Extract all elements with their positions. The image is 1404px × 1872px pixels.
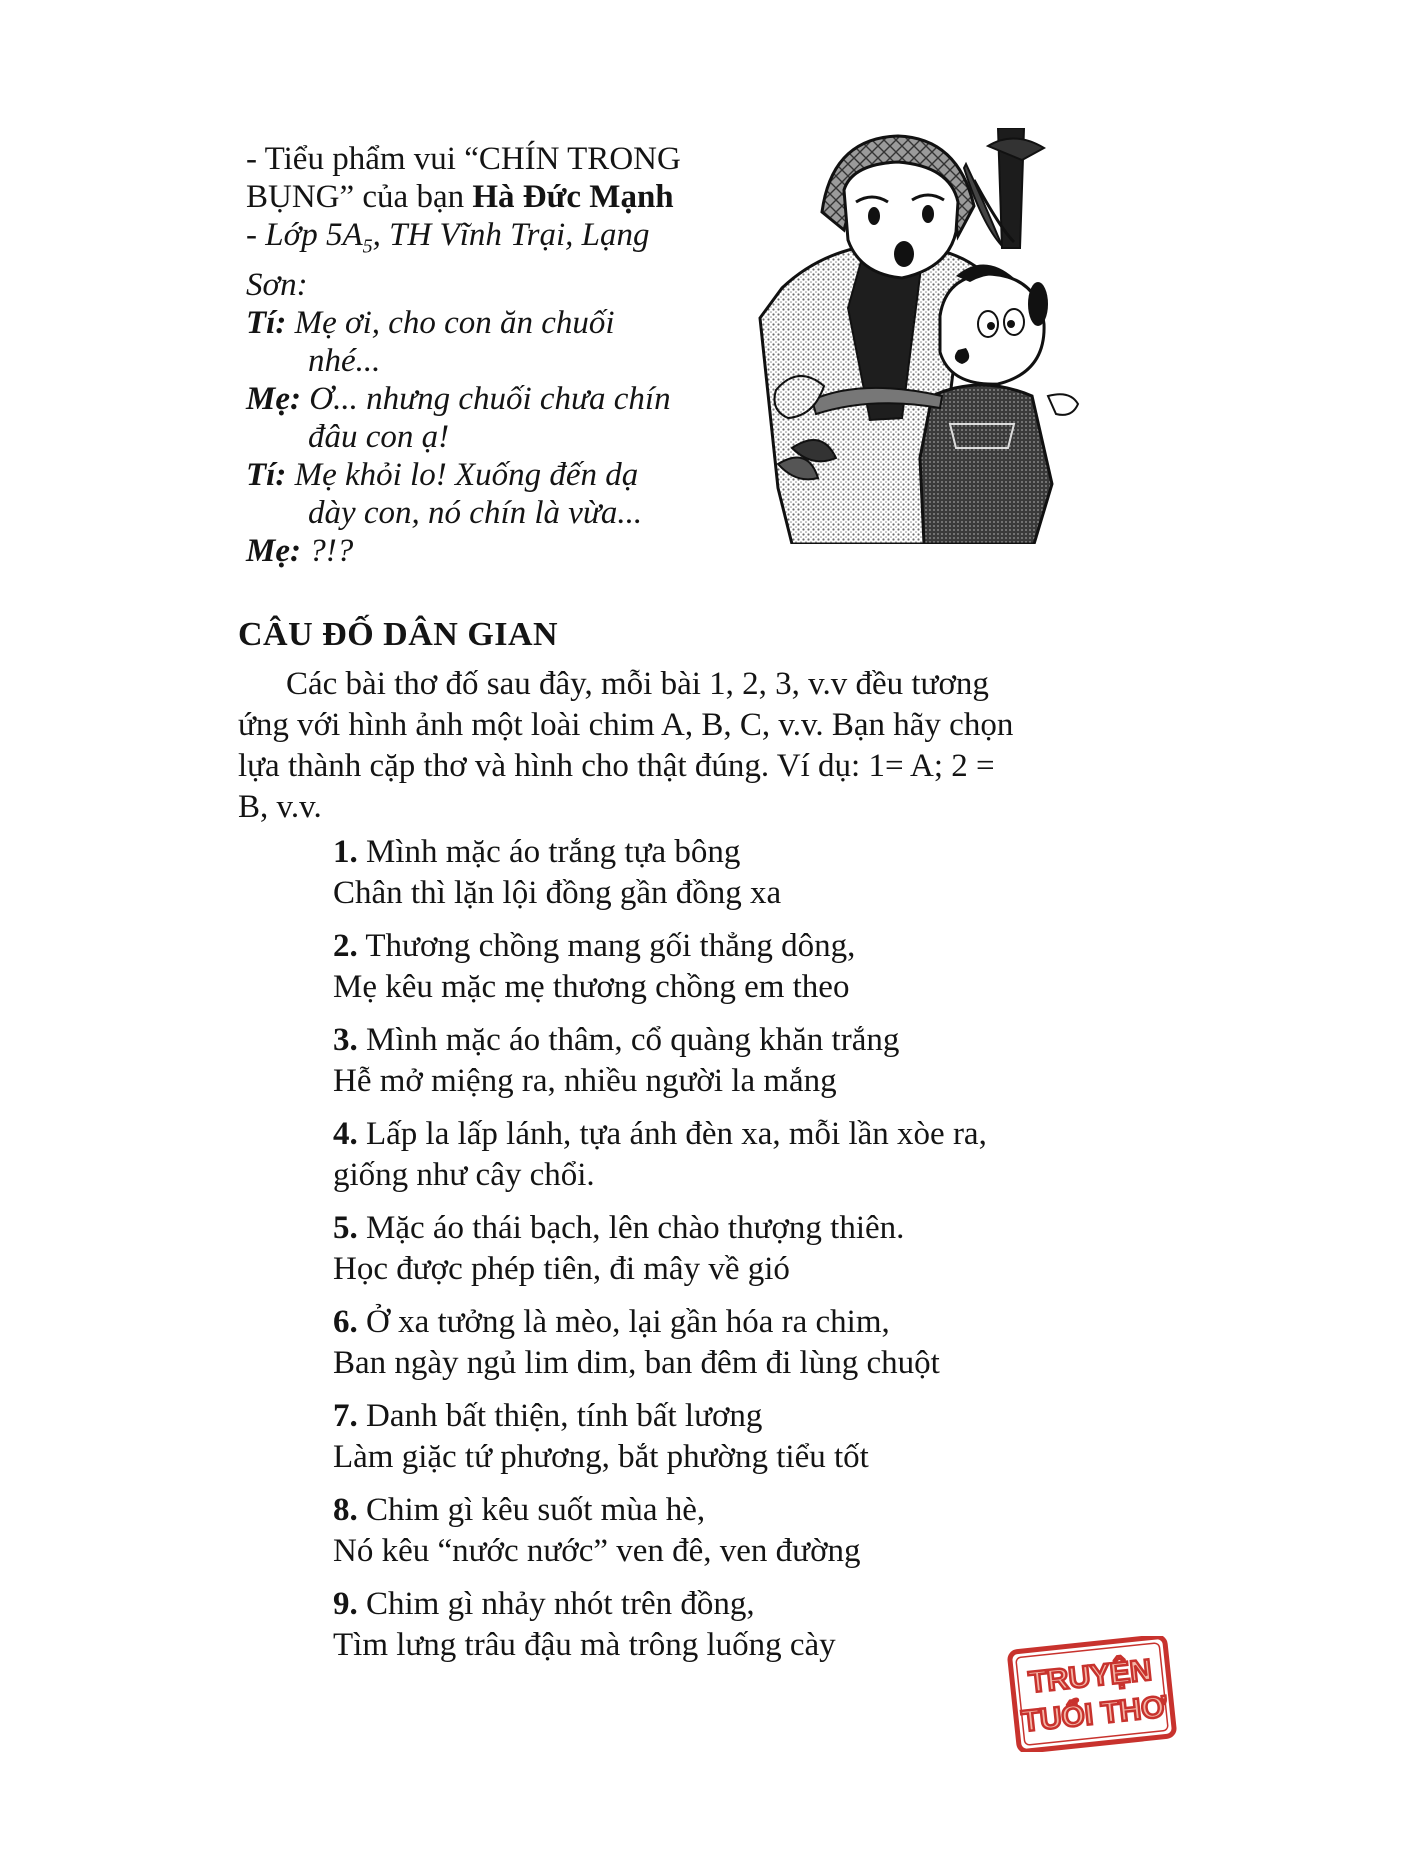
riddle-number: 6. — [333, 1304, 358, 1340]
riddle-number: 4. — [333, 1116, 358, 1152]
author-place-end: Sơn: — [246, 266, 308, 303]
instruction-line: Các bài thơ đố sau đây, mỗi bài 1, 2, 3, v.v đều tương — [286, 666, 989, 702]
riddle-number: 2. — [333, 928, 358, 964]
riddle-number: 8. — [333, 1492, 358, 1528]
riddle-item: 1. Mình mặc áo trắng tựa bông Chân thì lặn lội đồng gần đồng xa — [333, 834, 782, 911]
dialogue-continuation: nhé... — [308, 342, 381, 379]
instruction-line: B, v.v. — [238, 789, 322, 825]
riddle-item: 7. Danh bất thiện, tính bất lương Làm giặc tứ phương, bắt phường tiểu tốt — [333, 1398, 869, 1475]
author-name: Hà Đức Mạnh — [472, 179, 674, 215]
speaker-label: Tí: — [246, 304, 287, 341]
skit-intro-line: - Tiểu phẩm vui “CHÍN TRONG — [246, 141, 681, 177]
author-class: - Lớp $5A_5$, TH Vĩnh Trại, Lạng — [246, 217, 650, 258]
skit-story — [246, 140, 724, 570]
riddle-item: 5. Mặc áo thái bạch, lên chào thượng thiên. Học được phép tiên, đi mây về gió — [333, 1210, 905, 1287]
instruction-line: ứng với hình ảnh một loài chim A, B, C, v.v. Bạn hãy chọn — [238, 707, 1014, 743]
section-title: CÂU ĐỐ DÂN GIAN — [238, 616, 559, 653]
speaker-label: Tí: — [246, 456, 287, 493]
truyen-tuoi-tho-logo — [1004, 1636, 1180, 1752]
riddle-item: 3. Mình mặc áo thâm, cổ quàng khăn trắng Hễ mở miệng ra, nhiều người la mắng — [333, 1022, 900, 1099]
riddle-instructions — [238, 664, 1142, 828]
instruction-line: lựa thành cặp thơ và hình cho thật đúng. Ví dụ: 1= A; 2 = — [238, 748, 995, 784]
dialogue-line: Mẹ: Ơ... nhưng chuối chưa chín — [246, 380, 671, 417]
riddle-item: 6. Ở xa tưởng là mèo, lại gần hóa ra chim, Ban ngày ngủ lim dim, ban đêm đi lùng chuột — [333, 1304, 940, 1381]
riddle-number: 1. — [333, 834, 358, 870]
riddle-number: 5. — [333, 1210, 358, 1246]
riddle-item: 8. Chim gì kêu suốt mùa hè, Nó kêu “nước nước” ven đê, ven đường — [333, 1492, 861, 1569]
riddle-number: 3. — [333, 1022, 358, 1058]
riddle-list — [333, 832, 1145, 1678]
logo-line-1: TRUYỆN — [1027, 1653, 1154, 1700]
dialogue-line: Tí: Mẹ khỏi lo! Xuống đến dạ — [246, 456, 639, 493]
dialogue-continuation: đâu con ạ! — [308, 418, 450, 455]
skit-intro-line-2: BỤNG” của bạn Hà Đức Mạnh — [246, 179, 674, 215]
mother-and-child-banana-cartoon-icon — [752, 128, 1104, 544]
riddle-number: 7. — [333, 1398, 358, 1434]
dialogue-line: Tí: Mẹ ơi, cho con ăn chuối — [246, 304, 615, 341]
riddle-item: 9. Chim gì nhảy nhót trên đồng, Tìm lưng trâu đậu mà trông luống cày — [333, 1586, 836, 1663]
logo-line-2: TUỔI THƠ — [1020, 1690, 1169, 1739]
riddle-item: 4. Lấp la lấp lánh, tựa ánh đèn xa, mỗi lần xòe ra, giống như cây chổi. — [333, 1116, 987, 1193]
speaker-label: Mẹ: — [246, 380, 301, 417]
speaker-label: Mẹ: — [246, 532, 301, 569]
dialogue-line: Mẹ: ?!? — [246, 532, 354, 569]
riddle-item: 2. Thương chồng mang gối thẳng dông, Mẹ kêu mặc mẹ thương chồng em theo — [333, 928, 856, 1005]
riddle-number: 9. — [333, 1586, 358, 1622]
dialogue-continuation: dày con, nó chín là vừa... — [308, 494, 643, 531]
